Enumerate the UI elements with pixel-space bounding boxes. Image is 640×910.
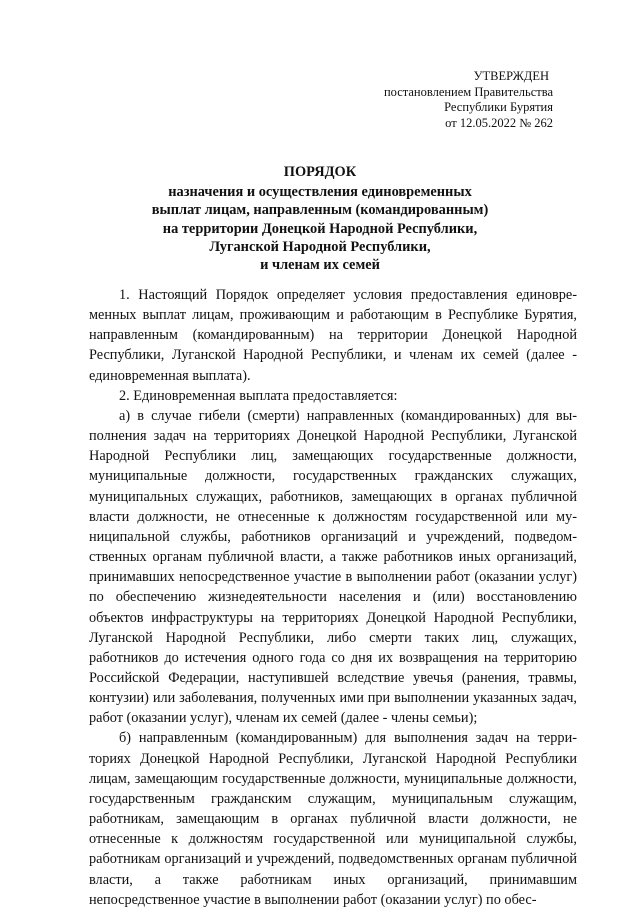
approval-heading: УТВЕРЖДЕН [473, 69, 549, 83]
paragraph-1: 1. Настоящий Порядок определяет условия предоставления единовременных выплат лицам, проживающим и работающим в Республике Бурятия, направленным (командированным) на территории Донецкой Народной Республики, Луганской Народной Республики, и членам их семей (далее - единовременная выплата). [89, 287, 577, 384]
paragraph-2b: б) направленным (командированным) для выполнения задач на территориях Донецкой Народной Республики, Луганской Народной Республики лицам, замещающим государственные должности, муниципальные должности, государственным гражданским служащим, муниципальным служащим, работникам, замещающим в органах публичной власти должности, не отнесенные к должностям государственной или муниципальной службы, работникам организаций и учреждений, подведомственных органам публичной власти, а также работникам иных организаций, принимавшим непосредственное участие в выполнении работ (оказании услуг) по обес- [89, 730, 577, 908]
title-line-3: на территории Донецкой Народной Республики, [162, 220, 478, 237]
paragraph-2: 2. Единовременная выплата предоставляется: [119, 387, 398, 404]
title-line-4: Луганской Народной Республики, [209, 238, 431, 255]
approval-line-region: Республики Бурятия [444, 100, 553, 114]
title-line-5: и членам их семей [260, 257, 380, 274]
document-body [89, 285, 577, 910]
paragraph-2a: а) в случае гибели (смерти) направленных (командированных) для выполнения задач на территориях Донецкой Народной Республики, Луганской Народной Республики лиц, замещающих государственные должности, муниципальные должности, государственных гражданских служащих, муниципальных служащих, работников, замещающих в органах публичной власти должности, не отнесенные к должностям государственной или муниципальной службы, работников организаций и учреждений, подведомственных органам публичной власти, а также работников иных организаций, принимавших непосредственное участие в выполнении работ (оказании услуг) по обеспечению жизнедеятельности населения и (или) восстановлению объектов инфраструктуры на территориях Донецкой Народной Республики, Луганской Народной Республики, либо смерти таких лиц, служащих, работников до истечения одного года со дня их возвращения на территорию Российской Федерации, наступившей вследствие увечья (ранения, травмы, контузии) или заболевания, полученных ими при выполнении указанных задач, работ (оказании услуг), членам их семей (далее - члены семьи); [89, 407, 577, 727]
approval-line-authority: постановлением Правительства [383, 84, 553, 99]
title-main: ПОРЯДОК [283, 164, 357, 180]
title-line-1: назначения и осуществления единовременных [168, 184, 472, 201]
approval-line-date-number: от 12.05.2022 № 262 [445, 115, 553, 130]
document-title [90, 163, 550, 274]
title-line-2: выплат лицам, направленным (командированным) [151, 202, 489, 219]
approval-stamp [313, 69, 553, 131]
